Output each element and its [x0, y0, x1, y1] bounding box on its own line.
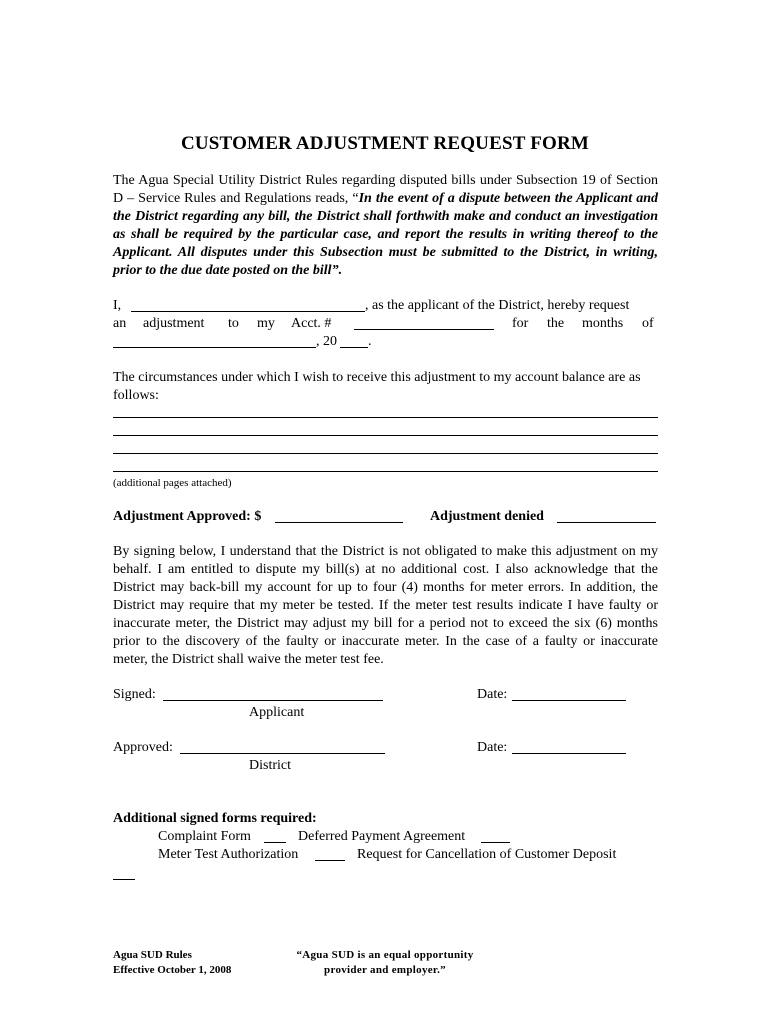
meter-test-label: Meter Test Authorization [158, 847, 299, 862]
page-title: CUSTOMER ADJUSTMENT REQUEST FORM [180, 133, 590, 154]
complaint-form-field[interactable] [264, 842, 286, 843]
adjustment-denied-field[interactable] [557, 522, 656, 523]
year-label: , 20 [316, 334, 337, 349]
circumstances-line-3[interactable] [113, 453, 658, 454]
approved-label: Approved: [113, 740, 173, 755]
year-field[interactable] [340, 347, 368, 348]
footer-rules-line: Agua SUD Rules [113, 949, 192, 961]
request-word-of: of [642, 316, 654, 331]
cancellation-label: Request for Cancellation of Customer Deposit [357, 847, 617, 862]
circumstances-line-2[interactable] [113, 435, 658, 436]
approved-date-label: Date: [477, 740, 508, 755]
i-label: I, [113, 298, 122, 313]
months-field[interactable] [113, 347, 316, 348]
district-signature-field[interactable] [180, 753, 385, 754]
signed-date-field[interactable] [512, 700, 626, 701]
footer-rules [113, 948, 231, 978]
circumstances-line-1[interactable] [113, 417, 658, 418]
district-caption: District [249, 758, 291, 773]
adjustment-amount-field[interactable] [275, 522, 403, 523]
footer-slogan [260, 948, 510, 978]
request-word-my: my [257, 316, 275, 331]
signed-date-label: Date: [477, 687, 508, 702]
applicant-name-field[interactable] [131, 311, 365, 312]
additional-pages-note: (additional pages attached) [113, 477, 232, 489]
complaint-form-label: Complaint Form [158, 829, 251, 844]
intro-quote: In the event of a dispute between the Applicant and the District regarding any bill, the District shall forthwith make and conduct an investigation as shall be required by the particular case, and report the results in writing thereof to the Applicant. All disputes under this Subsection must be submitted to the District, in writing, prior to the due date posted on the bill”. [113, 191, 659, 278]
applicant-text: , as the applicant of the District, hereby request [365, 298, 630, 313]
adjustment-denied-label: Adjustment denied [430, 509, 544, 524]
request-word-an: an [113, 316, 127, 331]
request-word-for: for [512, 316, 529, 331]
deferred-payment-label: Deferred Payment Agreement [298, 829, 466, 844]
acct-label: Acct. # [291, 316, 332, 331]
footer-effective-line: Effective October 1, 2008 [113, 964, 232, 976]
request-word-the: the [547, 316, 565, 331]
approved-date-field[interactable] [512, 753, 626, 754]
adjustment-approved-label: Adjustment Approved: $ [113, 509, 262, 524]
footer-slogan-line-1: “Agua SUD is an equal opportunity [296, 949, 474, 961]
request-word-months: months [582, 316, 624, 331]
deferred-payment-field[interactable] [481, 842, 510, 843]
additional-forms-heading: Additional signed forms required: [113, 811, 317, 826]
cancellation-field[interactable] [113, 879, 135, 880]
account-number-field[interactable] [354, 329, 494, 330]
acknowledgement-paragraph: By signing below, I understand that the District is not obligated to make this adjustment on my behalf. I am entitled to dispute my bill(s) at no additional cost. I also acknowledge that the District may back-bill my account for up to four (4) months for meter errors. In addition, the District may require that my meter be tested. If the meter test results indicate I have faulty or inaccurate meter, the District may adjust my bill for a period not to exceed the six (6) months prior to the discovery of the faulty or inaccurate meter. In the case of a faulty or inaccurate meter, the District shall waive the meter test fee. [113, 544, 658, 667]
intro-text: The Agua Special Utility District Rules regarding disputed bills under Subsection 19 of Section D – Service Rules and Regulations reads, “ [113, 173, 658, 206]
footer-slogan-line-2: provider and employer.” [324, 964, 446, 976]
request-word-to: to [228, 316, 239, 331]
year-period: . [368, 334, 372, 349]
applicant-caption: Applicant [249, 705, 305, 720]
applicant-signature-field[interactable] [163, 700, 383, 701]
meter-test-field[interactable] [315, 860, 345, 861]
circumstances-text: The circumstances under which I wish to receive this adjustment to my account balance are as follows: [113, 370, 641, 403]
signed-label: Signed: [113, 687, 156, 702]
request-word-adjustment: adjustment [143, 316, 205, 331]
intro-paragraph [113, 172, 658, 280]
circumstances-line-4[interactable] [113, 471, 658, 472]
